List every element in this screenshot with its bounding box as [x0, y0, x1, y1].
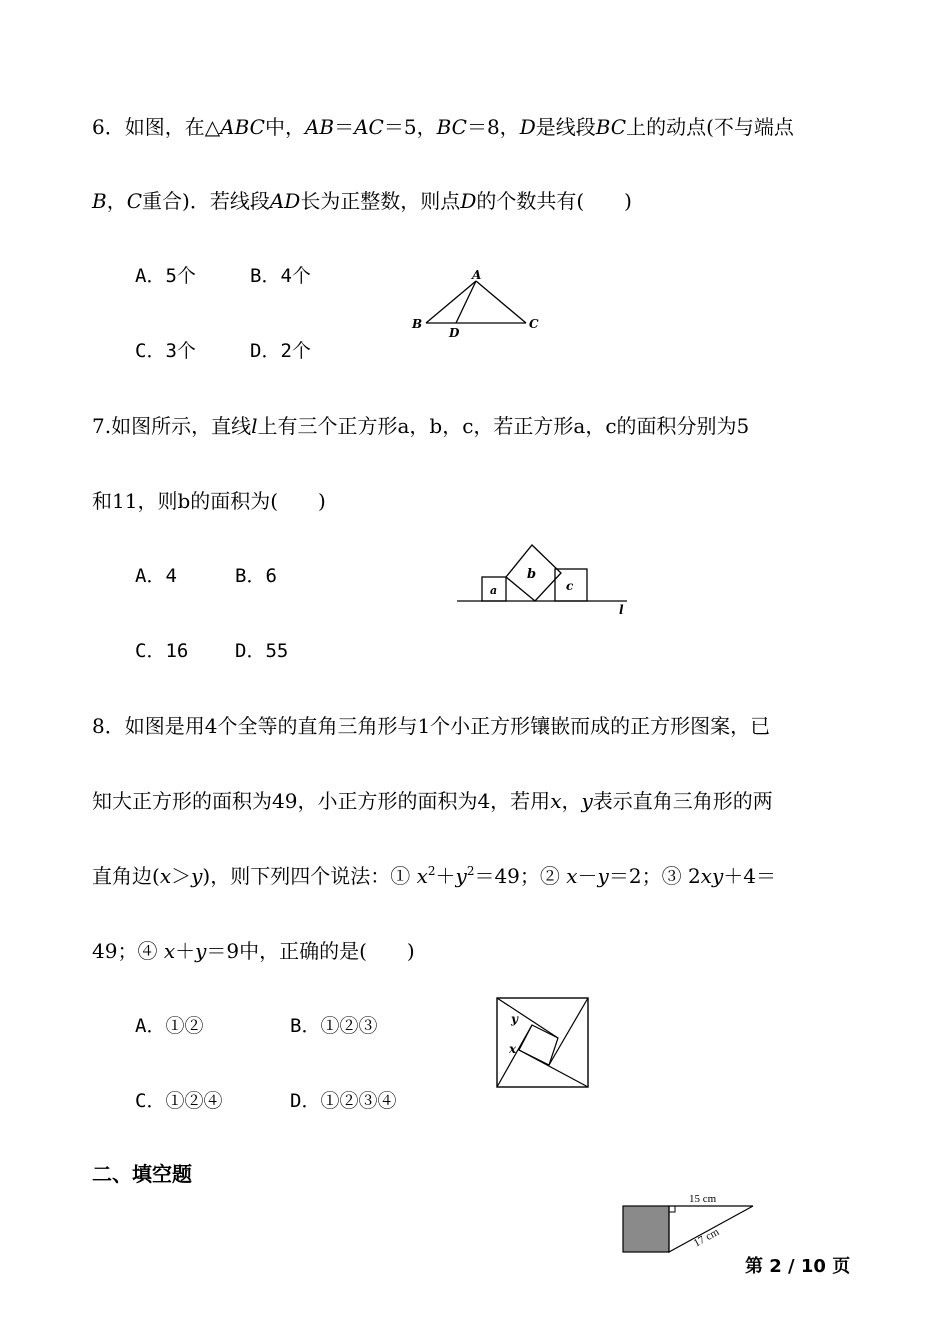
label-l: l [619, 603, 624, 617]
q8-line-3: 直角边(x＞y)，则下列四个说法：① $x^2+y^2=49$；② x－y＝2；③ 2xy＋4＝ [92, 864, 776, 888]
label-d: D [449, 326, 460, 340]
q8-option-a[interactable]: A．①② [135, 1015, 204, 1037]
q8-pinwheel-figure [496, 997, 592, 1089]
gray-square [623, 1206, 669, 1252]
label-a: A [472, 268, 482, 282]
q6-line-1: 6．如图，在△ABC中，AB＝AC＝5，BC＝8，D是线段BC上的动点(不与端点 [92, 115, 794, 139]
label-x: x [509, 1042, 517, 1056]
q6-line-2: B，C重合)．若线段AD长为正整数，则点D的个数共有( ) [92, 189, 632, 213]
q7-line-2: 和11，则b的面积为( ) [92, 489, 326, 513]
label-c: c [566, 579, 574, 593]
q6-option-b[interactable]: B．4个 [250, 265, 311, 287]
label-17cm: 17 cm [691, 1225, 722, 1250]
q8-option-b[interactable]: B．①②③ [290, 1015, 378, 1037]
label-a: a [490, 584, 498, 597]
segment-ad [456, 281, 476, 323]
page-number: 第 2 / 10 页 [745, 1256, 851, 1277]
label-b: B [412, 317, 423, 331]
q7-option-c[interactable]: C．16 [135, 640, 189, 662]
section-title: 二、填空题 [92, 1162, 192, 1186]
q8-line-2: 知大正方形的面积为49，小正方形的面积为4，若用x，y表示直角三角形的两 [92, 789, 773, 813]
q7-option-a[interactable]: A．4 [135, 565, 177, 587]
q7-option-b[interactable]: B．6 [235, 565, 277, 587]
q8-line-1: 8．如图是用4个全等的直角三角形与1个小正方形镶嵌而成的正方形图案，已 [92, 714, 771, 738]
side-ac [476, 281, 526, 323]
q8-line-4: 49；④ x＋y＝9中，正确的是( ) [92, 939, 415, 963]
right-angle-mark [669, 1206, 675, 1212]
q7-line-1: 7.如图所示，直线l上有三个正方形a，b，c，若正方形a，c的面积分别为5 [92, 414, 750, 438]
triangle-edge-2 [549, 998, 588, 1065]
q8-option-c[interactable]: C．①②④ [135, 1090, 223, 1112]
q9-figure [620, 1190, 770, 1258]
q8-option-d[interactable]: D．①②③④ [290, 1090, 397, 1112]
label-15cm: 15 cm [689, 1193, 717, 1205]
label-c: C [529, 317, 539, 331]
q7-squares-figure [455, 540, 635, 615]
q6-option-a[interactable]: A．5个 [135, 265, 196, 287]
side-ab [426, 281, 476, 323]
q6-option-c[interactable]: C．3个 [135, 340, 196, 362]
label-y: y [511, 1012, 518, 1026]
q6-option-d[interactable]: D．2个 [250, 340, 311, 362]
label-b: b [527, 567, 537, 582]
q7-option-d[interactable]: D．55 [235, 640, 289, 662]
q6-triangle-figure [408, 265, 548, 345]
